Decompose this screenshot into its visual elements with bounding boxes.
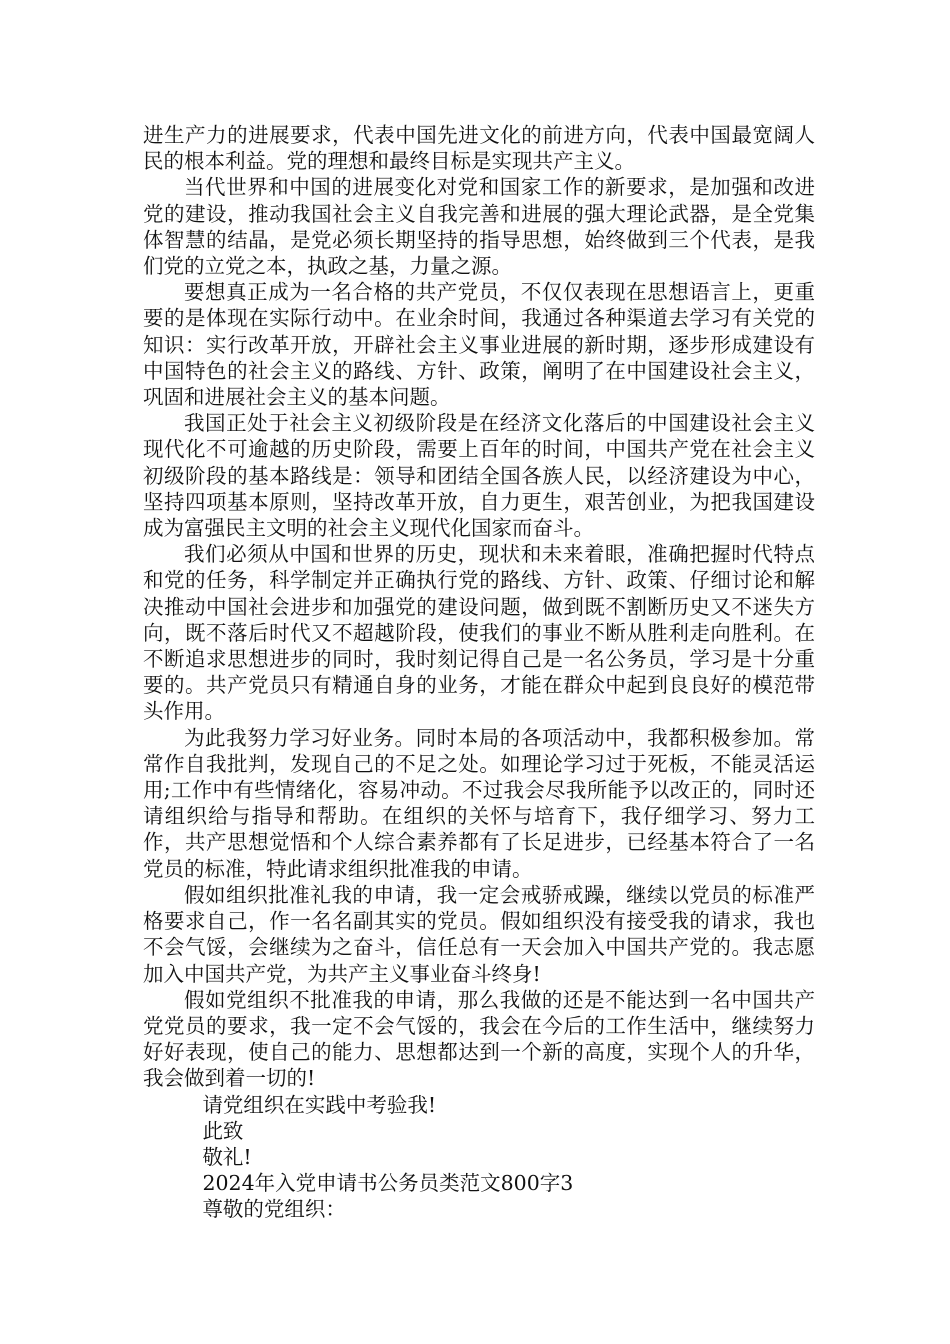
paragraph-1: 进生产力的进展要求，代表中国先进文化的前进方向，代表中国最宽阔人民的根本利益。党的理想和最终目标是实现共产主义。 bbox=[143, 123, 815, 174]
salutation-line: 此致 bbox=[202, 1118, 244, 1143]
paragraph-8: 假如党组织不批准我的申请，那么我做的还是不能达到一名中国共产党党员的要求，我一定不会气馁的，我会在今后的工作生活中，继续努力好好表现，使自己的能力、思想都达到一个新的高度，实现个人的升华，我会做到着一切的! bbox=[143, 987, 815, 1091]
regards-line: 敬礼! bbox=[202, 1144, 252, 1169]
paragraph-7: 假如组织批准礼我的申请，我一定会戒骄戒躁，继续以党员的标准严格要求自己，作一名名副其实的党员。假如组织没有接受我的请求，我也不会气馁，会继续为之奋斗，信任总有一天会加入中国共产党的。我志愿加入中国共产党，为共产主义事业奋斗终身! bbox=[143, 882, 815, 986]
document-body bbox=[143, 122, 815, 1223]
closing-request-line: 请党组织在实践中考验我! bbox=[202, 1092, 437, 1117]
greeting-line: 尊敬的党组织： bbox=[202, 1197, 346, 1222]
paragraph-6: 为此我努力学习好业务。同时本局的各项活动中，我都积极参加。常常作自我批判，发现自己的不足之处。如理论学习过于死板，不能灵活运用;工作中有些情绪化，容易冲动。不过我会尽我所能予以改正的，同时还请组织给与指导和帮助。在组织的关怀与培育下，我仔细学习、努力工作，共产思想觉悟和个人综合素养都有了长足进步，已经基本符合了一名党员的标准，特此请求组织批准我的申请。 bbox=[143, 725, 815, 881]
paragraph-3: 要想真正成为一名合格的共产党员，不仅仅表现在思想语言上，更重要的是体现在实际行动中。在业余时间，我通过各种渠道去学习有关党的知识：实行改革开放，开辟社会主义事业进展的新时期，逐步形成建设有中国特色的社会主义的路线、方针、政策，阐明了在中国建设社会主义，巩固和进展社会主义的基本问题。 bbox=[143, 280, 815, 410]
paragraph-5: 我们必须从中国和世界的历史，现状和未来着眼，准确把握时代特点和党的任务，科学制定并正确执行党的路线、方针、政策、仔细讨论和解决推动中国社会进步和加强党的建设问题，做到既不割断历史又不迷失方向，既不落后时代又不超越阶段，使我们的事业不断从胜利走向胜利。在不断追求思想进步的同时，我时刻记得自己是一名公务员，学习是十分重要的。共产党员只有精通自身的业务，才能在群众中起到良良好的模范带头作用。 bbox=[143, 542, 815, 724]
paragraph-4: 我国正处于社会主义初级阶段是在经济文化落后的中国建设社会主义现代化不可逾越的历史阶段，需要上百年的时间，中国共产党在社会主义初级阶段的基本路线是：领导和团结全国各族人民，以经济建设为中心，坚持四项基本原则，坚持改革开放，自力更生，艰苦创业，为把我国建设成为富强民主文明的社会主义现代化国家而奋斗。 bbox=[143, 411, 815, 541]
next-article-title: 2024年入党申请书公务员类范文800字3 bbox=[202, 1171, 574, 1196]
paragraph-2: 当代世界和中国的进展变化对党和国家工作的新要求，是加强和改进党的建设，推动我国社会主义自我完善和进展的强大理论武器，是全党集体智慧的结晶，是党必须长期坚持的指导思想，始终做到三个代表，是我们党的立党之本，执政之基，力量之源。 bbox=[143, 175, 815, 279]
